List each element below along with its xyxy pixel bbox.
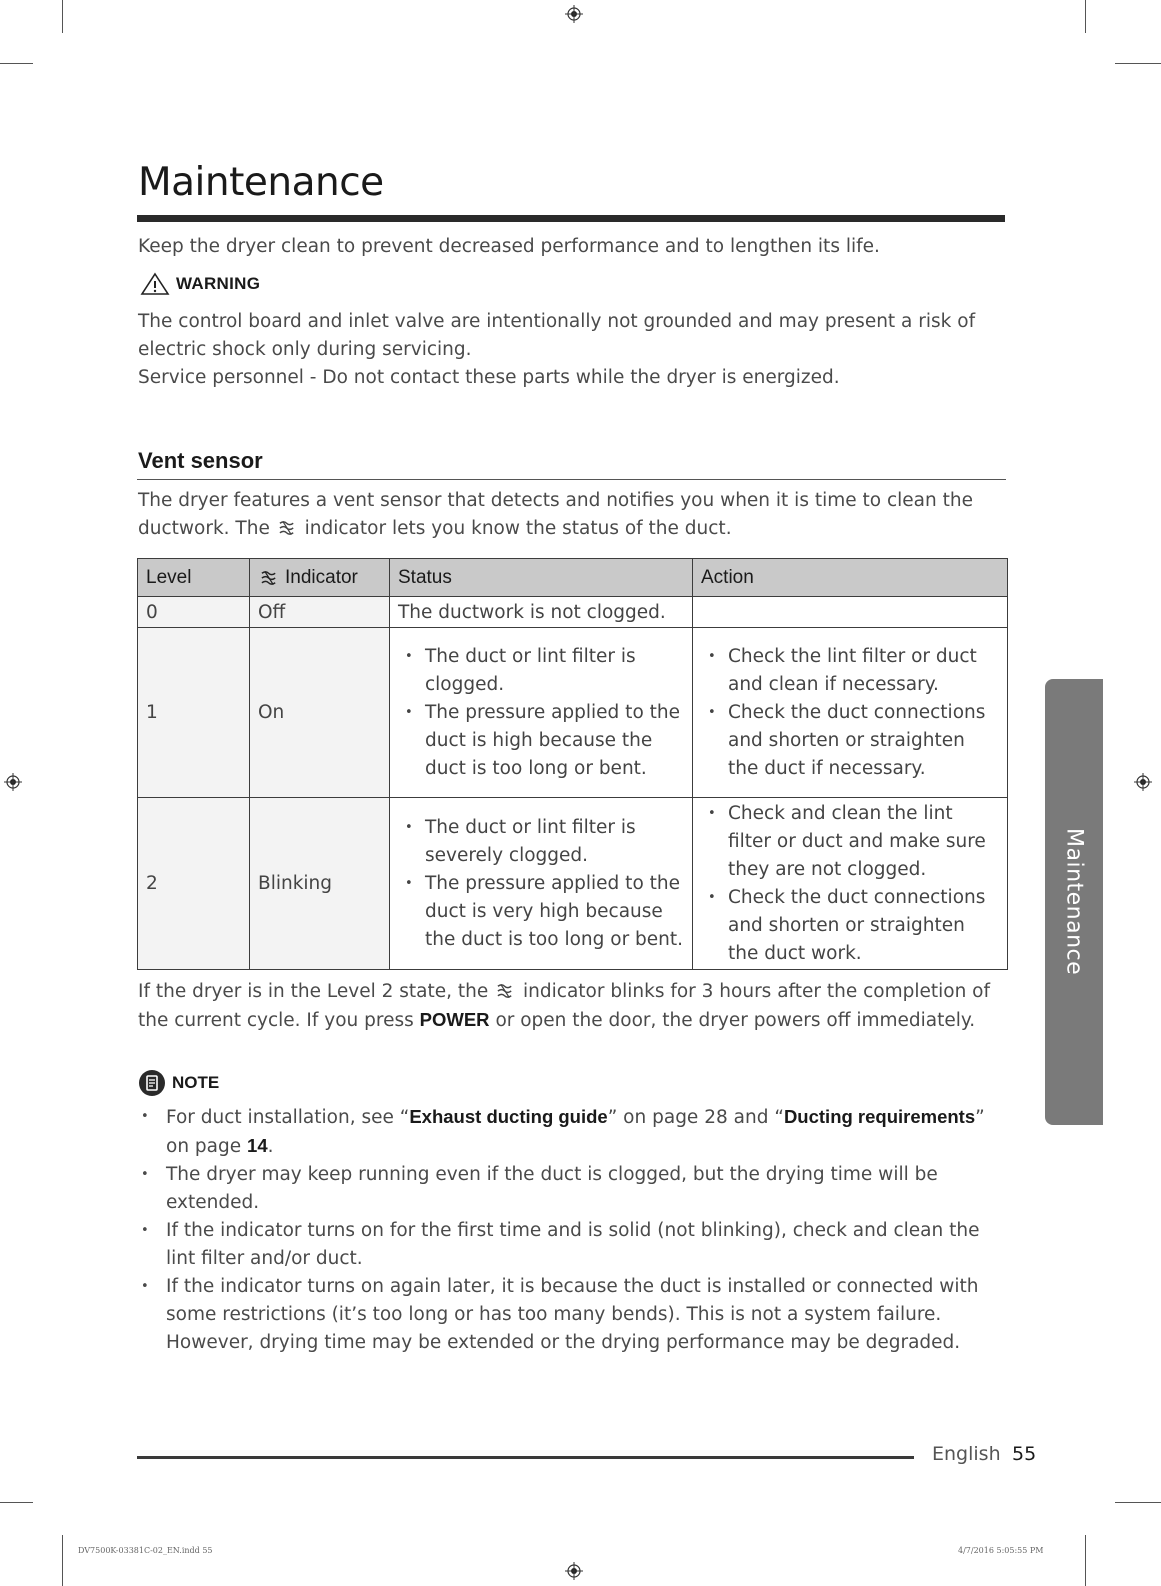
note-text: ” on page <box>166 1107 985 1157</box>
footer-language: English <box>932 1443 1001 1465</box>
note-text: . <box>267 1136 274 1157</box>
warning-label: WARNING <box>176 274 261 293</box>
crop-mark <box>1115 1502 1161 1503</box>
warning-heading <box>140 272 260 296</box>
action-item: • Check the duct connections and shorten or straighten the duct work. <box>701 884 999 968</box>
vent-sensor-table <box>137 558 1008 970</box>
level-cell: 1 <box>138 628 250 798</box>
action-cell <box>693 628 1008 798</box>
status-item: • The duct or lint filter is severely clogged. <box>398 814 684 870</box>
registration-mark-icon <box>565 5 583 23</box>
table-row <box>138 798 1008 970</box>
section-heading: Vent sensor <box>138 448 263 473</box>
print-slug-filename: DV7500K-03381C-02_EN.indd 55 <box>78 1546 213 1555</box>
column-header-indicator <box>250 559 390 597</box>
crop-mark <box>62 1535 63 1586</box>
table-row <box>138 597 1008 628</box>
indicator-cell: Blinking <box>250 798 390 970</box>
chapter-side-tab <box>1045 679 1103 1125</box>
indicator-cell: On <box>250 628 390 798</box>
status-cell <box>390 798 693 970</box>
exhaust-ducting-guide-link[interactable]: Exhaust ducting guide <box>409 1106 608 1127</box>
crop-mark <box>1115 63 1161 64</box>
list-item <box>138 1103 1008 1161</box>
indicator-cell: Off <box>250 597 390 628</box>
level2-description <box>138 978 1008 1035</box>
indicator-header-label: Indicator <box>285 566 358 588</box>
page-reference: 28 <box>704 1107 728 1128</box>
warning-triangle-icon <box>140 272 170 296</box>
crop-mark <box>1085 0 1086 33</box>
page-number: 55 <box>1012 1443 1037 1465</box>
table-row <box>138 628 1008 798</box>
after-text-3: or open the door, the dryer powers off immediately. <box>495 1010 976 1031</box>
crop-mark <box>1085 1535 1086 1586</box>
table-header-row <box>138 559 1008 597</box>
level-cell: 2 <box>138 798 250 970</box>
warning-text-2: Service personnel - Do not contact these parts while the dryer is energized. <box>138 367 840 388</box>
status-item: • The duct or lint filter is clogged. <box>398 643 684 699</box>
vent-text-before: The dryer features a vent sensor that detects and notifies you when it is time to clean the ductwork. The <box>138 490 973 539</box>
column-header-status: Status <box>390 559 693 597</box>
registration-mark-icon <box>565 1562 583 1580</box>
after-text-1: If the dryer is in the Level 2 state, the <box>138 981 489 1002</box>
status-item: • The pressure applied to the duct is high because the duct is too long or bent. <box>398 699 684 783</box>
list-item: • If the indicator turns on again later, it is because the duct is installed or connected with some restrictions (it’s too long or has too many bends). This is not a system failure. However, drying time may be extended or the drying performance may be degraded. <box>138 1273 1008 1357</box>
action-cell <box>693 597 1008 628</box>
status-item: • The pressure applied to the duct is very high because the duct is too long or bent. <box>398 870 684 954</box>
note-text: For duct installation, see “ <box>166 1107 410 1128</box>
action-cell <box>693 798 1008 970</box>
level-cell: 0 <box>138 597 250 628</box>
list-item: • If the indicator turns on for the first time and is solid (not blinking), check and clean the lint filter and/or duct. <box>138 1217 1008 1273</box>
ducting-requirements-link[interactable]: Ducting requirements <box>783 1106 976 1127</box>
registration-mark-icon <box>1134 773 1152 791</box>
status-cell: The ductwork is not clogged. <box>390 597 693 628</box>
vent-description <box>138 487 1008 543</box>
page-reference: 14 <box>247 1135 268 1156</box>
crop-mark <box>0 63 33 64</box>
page-title: Maintenance <box>138 160 384 205</box>
action-item: • Check and clean the lint filter or duct and make sure they are not clogged. <box>701 800 999 884</box>
note-list <box>138 1103 1008 1357</box>
vent-sensor-icon <box>260 569 279 587</box>
action-item: • Check the duct connections and shorten or straighten the duct if necessary. <box>701 699 999 783</box>
warning-body <box>138 308 1008 392</box>
list-item: • The dryer may keep running even if the duct is clogged, but the drying time will be extended. <box>138 1161 1008 1217</box>
note-text: ” on page <box>607 1107 699 1128</box>
intro-text: Keep the dryer clean to prevent decreased performance and to lengthen its life. <box>138 236 880 257</box>
vent-sensor-icon <box>496 982 515 1000</box>
print-slug-timestamp: 4/7/2016 5:05:55 PM <box>958 1546 1044 1555</box>
note-text: and “ <box>733 1107 784 1128</box>
registration-mark-icon <box>4 773 22 791</box>
note-label: NOTE <box>172 1073 220 1092</box>
power-button-label: POWER <box>419 1009 490 1030</box>
status-cell <box>390 628 693 798</box>
title-rule <box>137 215 1005 222</box>
after-text-2: indicator blinks for 3 hours after the completion of the current cycle. If you press <box>138 981 991 1031</box>
column-header-level: Level <box>138 559 250 597</box>
warning-text-1: The control board and inlet valve are intentionally not grounded and may present a risk of electric shock only during servicing. <box>138 311 976 360</box>
crop-mark <box>0 1502 33 1503</box>
chapter-tab-label: Maintenance <box>1061 828 1087 976</box>
crop-mark <box>62 0 63 33</box>
footer-rule <box>137 1456 914 1459</box>
vent-text-after: indicator lets you know the status of the duct. <box>304 518 732 539</box>
column-header-action: Action <box>693 559 1008 597</box>
note-icon <box>138 1069 166 1097</box>
action-item: • Check the lint filter or duct and clean if necessary. <box>701 643 999 699</box>
section-rule <box>137 479 1006 480</box>
note-heading <box>138 1069 219 1097</box>
vent-sensor-icon <box>278 519 297 537</box>
